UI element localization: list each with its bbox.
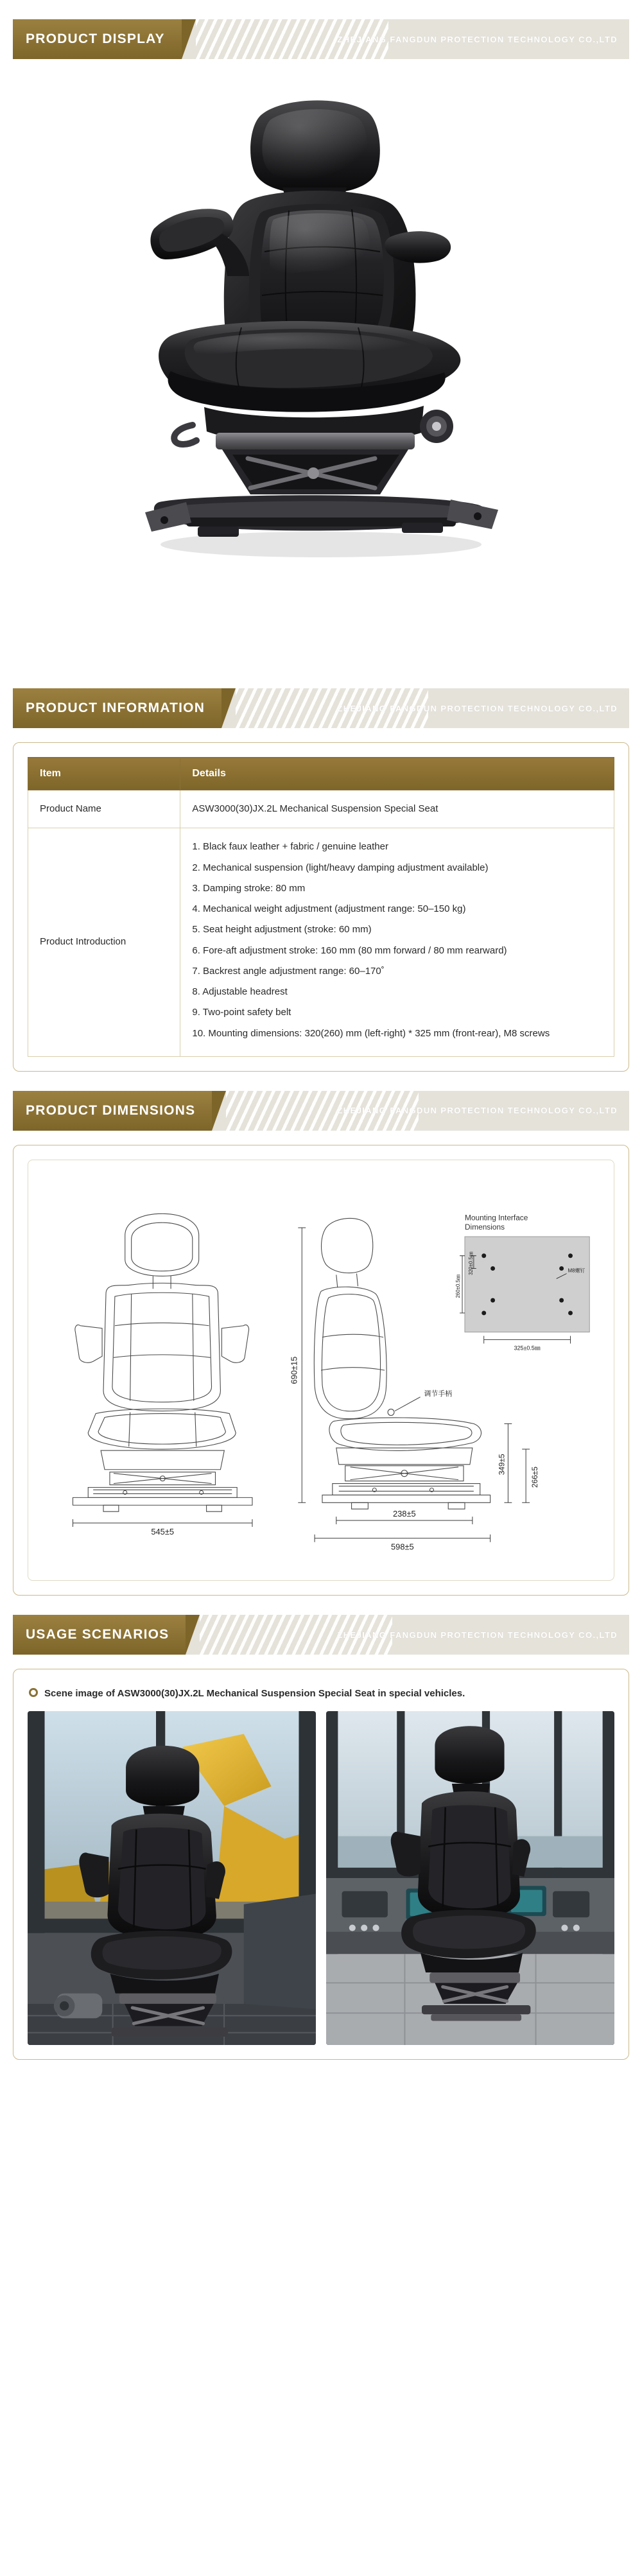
section-title-product-dimensions: PRODUCT DIMENSIONS: [13, 1091, 212, 1131]
usage-caption-row: [29, 1686, 613, 1701]
usage-photo-row: [28, 1711, 614, 2045]
dim-front-width: 545±5: [151, 1526, 175, 1536]
row-label-product-introduction: Product Introduction: [28, 828, 180, 1057]
column-header-item: Item: [28, 758, 180, 790]
brand-text: ZHEJIANG FANGDUN PROTECTION TECHNOLOGY CO.,LTD: [337, 1106, 618, 1116]
list-item: 6. Fore-aft adjustment stroke: 160 mm (80 mm forward / 80 mm rearward): [192, 944, 507, 956]
list-item: 7. Backrest angle adjustment range: 60–170˚: [192, 965, 385, 977]
section-strip: [221, 688, 629, 728]
section-strip: [186, 1615, 629, 1655]
list-item: 10. Mounting dimensions: 320(260) mm (left-right) * 325 mm (front-rear), M8 screws: [192, 1027, 550, 1039]
section-header-usage-scenarios: [13, 1615, 629, 1655]
section-header-product-information: [13, 688, 629, 728]
dim-screw: M8螺钉: [568, 1267, 586, 1274]
brand-text: ZHEJIANG FANGDUN PROTECTION TECHNOLOGY CO.,LTD: [337, 34, 618, 44]
dim-callout-handle: 调节手柄: [424, 1389, 453, 1398]
dimension-drawing-wrapper: [28, 1160, 614, 1581]
product-page: [0, 19, 642, 2085]
excavator-cab-illustration: [28, 1711, 316, 2045]
section-strip: [182, 19, 629, 59]
seat-illustration: [90, 91, 552, 618]
list-item: 5. Seat height adjustment (stroke: 60 mm): [192, 924, 372, 936]
product-dimensions-card: [13, 1145, 629, 1596]
ring-bullet-icon: [29, 1688, 38, 1697]
table-row: [28, 828, 614, 1057]
dim-mount-lr-1: 320±0.5㎜: [467, 1251, 474, 1275]
section-header-product-dimensions: [13, 1091, 629, 1131]
brand-text: ZHEJIANG FANGDUN PROTECTION TECHNOLOGY CO.,LTD: [337, 703, 618, 713]
mount-plate: [465, 1237, 589, 1332]
dim-seat-depth: 238±5: [392, 1508, 416, 1519]
product-hero-image: [13, 65, 629, 669]
section-title-product-information: PRODUCT INFORMATION: [13, 688, 221, 728]
list-item: 8. Adjustable headrest: [192, 986, 288, 997]
dimension-drawing: [35, 1167, 607, 1574]
product-information-table: [28, 757, 614, 1057]
section-title-usage-scenarios: USAGE SCENARIOS: [13, 1615, 186, 1655]
dim-mount-fr: 325±0.5㎜: [514, 1345, 541, 1352]
list-item: 2. Mechanical suspension (light/heavy damping adjustment available): [192, 862, 489, 873]
list-item: 3. Damping stroke: 80 mm: [192, 882, 306, 894]
dim-total-height: 690±15: [289, 1356, 299, 1384]
ship-bridge-illustration: [326, 1711, 614, 2045]
row-value-product-name: ASW3000(30)JX.2L Mechanical Suspension Special Seat: [180, 790, 614, 828]
column-header-details: Details: [180, 758, 614, 790]
usage-caption: Scene image of ASW3000(30)JX.2L Mechanical Suspension Special Seat in special vehicles.: [44, 1688, 465, 1700]
product-display-card: [13, 65, 629, 669]
product-information-card: [13, 742, 629, 1072]
mount-title-line1: Mounting Interface: [464, 1213, 528, 1223]
usage-scenarios-card: [13, 1669, 629, 2060]
row-label-product-name: Product Name: [28, 790, 180, 828]
product-introduction-list: [192, 839, 602, 1042]
brand-text: ZHEJIANG FANGDUN PROTECTION TECHNOLOGY CO.,LTD: [337, 1630, 618, 1640]
mount-title-line2: Dimensions: [464, 1222, 505, 1231]
list-item: 9. Two-point safety belt: [192, 1007, 291, 1018]
dim-mount-lr-2: 260±0.5㎜: [455, 1274, 462, 1298]
dim-seat-height: 349±5: [497, 1454, 507, 1475]
dim-side-depth: 598±5: [391, 1542, 414, 1552]
row-value-product-introduction: [180, 828, 614, 1057]
dim-base-height: 266±5: [530, 1466, 539, 1488]
table-row: [28, 790, 614, 828]
section-header-product-display: [13, 19, 629, 59]
excavator-cab-photo: [28, 1711, 316, 2045]
section-title-product-display: PRODUCT DISPLAY: [13, 19, 182, 59]
list-item: 4. Mechanical weight adjustment (adjustment range: 50–150 kg): [192, 903, 466, 914]
section-strip: [212, 1091, 629, 1131]
ship-bridge-cab-photo: [326, 1711, 614, 2045]
table-header-row: [28, 758, 614, 790]
list-item: 1. Black faux leather + fabric / genuine leather: [192, 841, 388, 853]
